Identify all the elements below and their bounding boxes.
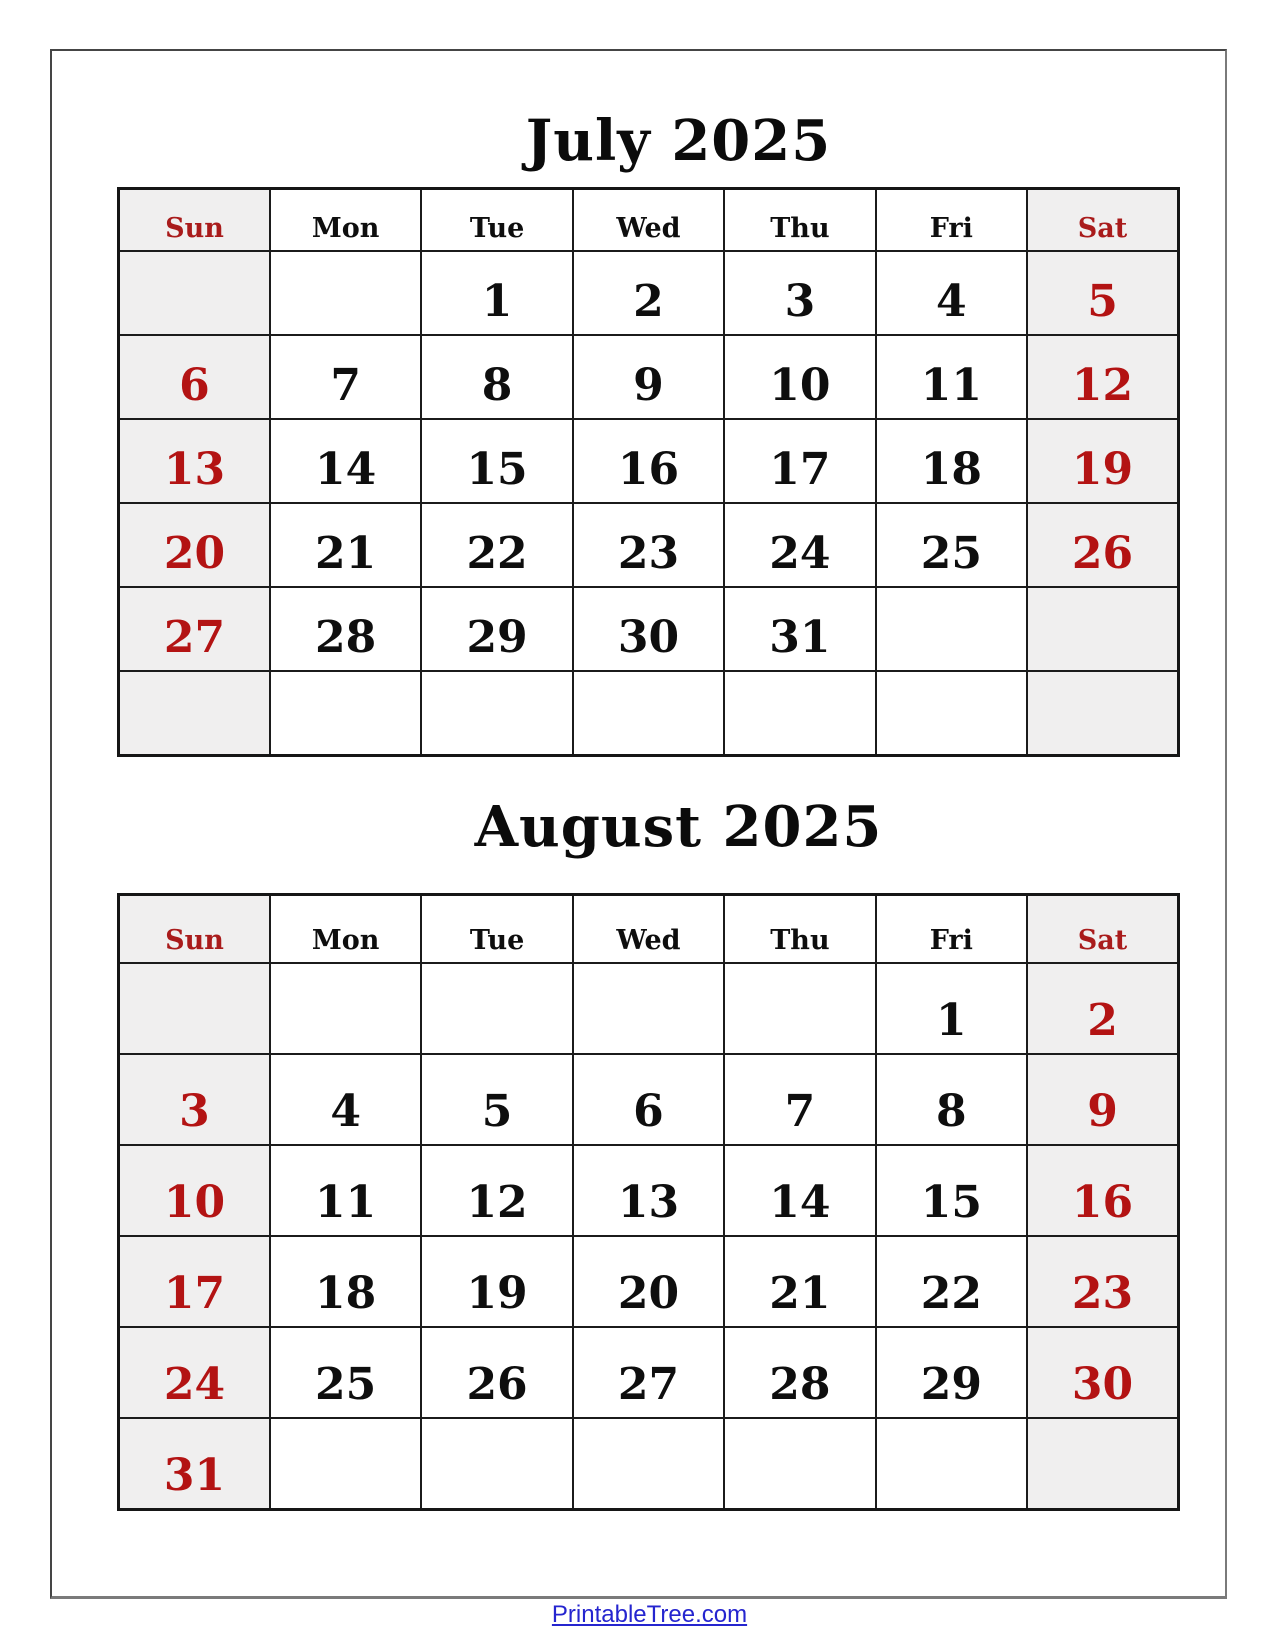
day-cell-empty	[876, 1418, 1027, 1509]
day-cell-15: 15	[421, 419, 572, 503]
calendar-body-july	[119, 251, 1179, 755]
day-cell-empty	[573, 1418, 724, 1509]
week-row	[119, 1236, 1179, 1327]
day-cell-21: 21	[270, 503, 421, 587]
day-header-sun: Sun	[119, 189, 270, 252]
day-cell-26: 26	[421, 1327, 572, 1418]
week-row	[119, 335, 1179, 419]
day-cell-14: 14	[724, 1145, 875, 1236]
week-row	[119, 963, 1179, 1054]
day-cell-18: 18	[270, 1236, 421, 1327]
day-cell-empty	[270, 671, 421, 755]
day-cell-empty	[876, 587, 1027, 671]
day-cell-20: 20	[573, 1236, 724, 1327]
day-cell-empty	[421, 671, 572, 755]
day-cell-12: 12	[1027, 335, 1178, 419]
day-cell-31: 31	[119, 1418, 270, 1509]
day-cell-7: 7	[724, 1054, 875, 1145]
day-header-row	[119, 895, 1179, 964]
day-cell-empty	[270, 1418, 421, 1509]
printabletree-link[interactable]: PrintableTree.com	[551, 1601, 748, 1628]
day-cell-3: 3	[119, 1054, 270, 1145]
day-header-mon: Mon	[270, 895, 421, 964]
day-cell-empty	[724, 963, 875, 1054]
day-cell-8: 8	[876, 1054, 1027, 1145]
day-cell-23: 23	[573, 503, 724, 587]
day-cell-empty	[1027, 587, 1178, 671]
day-cell-5: 5	[1027, 251, 1178, 335]
day-cell-empty	[876, 671, 1027, 755]
day-header-tue: Tue	[421, 189, 572, 252]
day-cell-empty	[573, 671, 724, 755]
day-cell-10: 10	[724, 335, 875, 419]
day-cell-13: 13	[573, 1145, 724, 1236]
day-cell-31: 31	[724, 587, 875, 671]
day-cell-24: 24	[724, 503, 875, 587]
week-row	[119, 1418, 1179, 1509]
day-cell-empty	[573, 963, 724, 1054]
day-cell-16: 16	[573, 419, 724, 503]
month-title-august: August 2025	[474, 794, 883, 860]
day-header-fri: Fri	[876, 895, 1027, 964]
day-cell-29: 29	[876, 1327, 1027, 1418]
day-cell-empty	[1027, 1418, 1178, 1509]
day-header-fri: Fri	[876, 189, 1027, 252]
day-header-sun: Sun	[119, 895, 270, 964]
day-cell-24: 24	[119, 1327, 270, 1418]
day-cell-12: 12	[421, 1145, 572, 1236]
day-cell-17: 17	[724, 419, 875, 503]
day-cell-16: 16	[1027, 1145, 1178, 1236]
day-cell-empty	[119, 671, 270, 755]
day-cell-empty	[724, 1418, 875, 1509]
day-cell-1: 1	[876, 963, 1027, 1054]
day-cell-10: 10	[119, 1145, 270, 1236]
day-cell-22: 22	[421, 503, 572, 587]
day-cell-21: 21	[724, 1236, 875, 1327]
day-cell-17: 17	[119, 1236, 270, 1327]
day-cell-empty	[724, 671, 875, 755]
day-cell-5: 5	[421, 1054, 572, 1145]
day-header-row	[119, 189, 1179, 252]
day-cell-14: 14	[270, 419, 421, 503]
day-header-sat: Sat	[1027, 895, 1178, 964]
day-header-tue: Tue	[421, 895, 572, 964]
calendar-table-july	[117, 187, 1180, 757]
day-header-sat: Sat	[1027, 189, 1178, 252]
day-cell-23: 23	[1027, 1236, 1178, 1327]
day-cell-29: 29	[421, 587, 572, 671]
week-row	[119, 1145, 1179, 1236]
day-cell-27: 27	[119, 587, 270, 671]
day-cell-15: 15	[876, 1145, 1027, 1236]
day-cell-empty	[1027, 671, 1178, 755]
week-row	[119, 671, 1179, 755]
week-row	[119, 1054, 1179, 1145]
day-cell-empty	[421, 1418, 572, 1509]
day-cell-26: 26	[1027, 503, 1178, 587]
day-cell-1: 1	[421, 251, 572, 335]
day-header-thu: Thu	[724, 189, 875, 252]
calendar-body-august	[119, 963, 1179, 1509]
day-cell-3: 3	[724, 251, 875, 335]
day-cell-6: 6	[119, 335, 270, 419]
day-cell-4: 4	[876, 251, 1027, 335]
footer	[24, 1601, 1275, 1629]
day-cell-4: 4	[270, 1054, 421, 1145]
day-cell-27: 27	[573, 1327, 724, 1418]
day-cell-18: 18	[876, 419, 1027, 503]
day-cell-19: 19	[1027, 419, 1178, 503]
calendar-page	[50, 49, 1227, 1599]
day-cell-11: 11	[876, 335, 1027, 419]
day-cell-13: 13	[119, 419, 270, 503]
week-row	[119, 587, 1179, 671]
day-cell-28: 28	[724, 1327, 875, 1418]
day-cell-25: 25	[876, 503, 1027, 587]
day-cell-6: 6	[573, 1054, 724, 1145]
day-cell-empty	[119, 251, 270, 335]
day-cell-empty	[270, 251, 421, 335]
day-header-wed: Wed	[573, 189, 724, 252]
day-cell-19: 19	[421, 1236, 572, 1327]
day-cell-8: 8	[421, 335, 572, 419]
day-cell-9: 9	[573, 335, 724, 419]
week-row	[119, 251, 1179, 335]
week-row	[119, 419, 1179, 503]
day-header-thu: Thu	[724, 895, 875, 964]
day-cell-empty	[119, 963, 270, 1054]
day-cell-empty	[421, 963, 572, 1054]
day-cell-20: 20	[119, 503, 270, 587]
day-cell-2: 2	[1027, 963, 1178, 1054]
day-cell-empty	[270, 963, 421, 1054]
day-cell-11: 11	[270, 1145, 421, 1236]
day-header-wed: Wed	[573, 895, 724, 964]
day-cell-22: 22	[876, 1236, 1027, 1327]
day-cell-9: 9	[1027, 1054, 1178, 1145]
week-row	[119, 1327, 1179, 1418]
day-cell-30: 30	[573, 587, 724, 671]
day-cell-25: 25	[270, 1327, 421, 1418]
day-cell-30: 30	[1027, 1327, 1178, 1418]
month-title-july: July 2025	[525, 108, 832, 174]
calendar-table-august	[117, 893, 1180, 1511]
day-cell-7: 7	[270, 335, 421, 419]
day-cell-28: 28	[270, 587, 421, 671]
day-header-mon: Mon	[270, 189, 421, 252]
week-row	[119, 503, 1179, 587]
day-cell-2: 2	[573, 251, 724, 335]
